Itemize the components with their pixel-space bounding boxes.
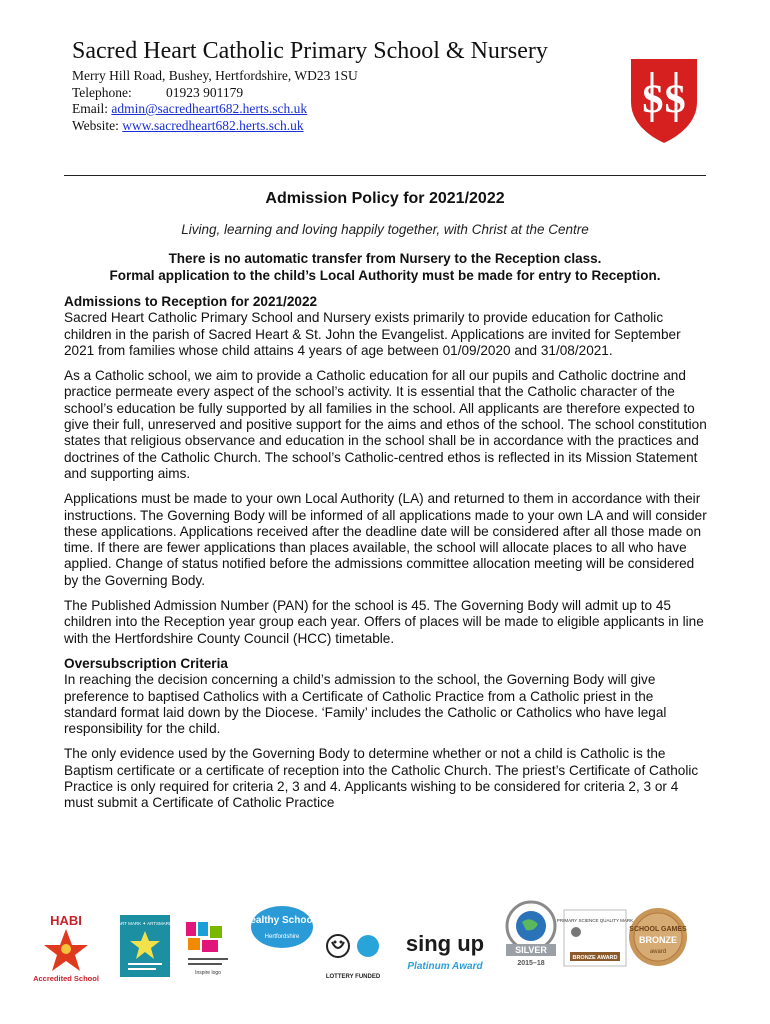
paragraph-applications: Applications must be made to your own Local Authority (LA) and returned to them in accordance with their instructions. The Governing Body will be informed of all applications made to your own LA and will consider these applications. Applications received after the deadline date will be considered after all those made on time. If there are fewer applications than places available, the school will allocate places to all who have applied. Change of status notified before the admissions committee allocation meeting will be considered by the Governing Body. <box>64 491 707 588</box>
healthy-schools-emblem-icon <box>243 905 321 955</box>
header-divider <box>64 175 706 176</box>
healthy-title: Healthy Schools <box>243 915 321 926</box>
healthy-sub: Hertfordshire <box>264 934 300 940</box>
habi-emblem-icon <box>30 905 102 985</box>
games-award: BRONZE <box>639 935 677 945</box>
habi-title: HABI <box>50 913 82 928</box>
address: Merry Hill Road, Bushey, Hertfordshire, WD23 1SU <box>72 68 358 83</box>
telephone-number: 01923 901179 <box>166 84 244 100</box>
website-label: Website: <box>72 117 119 133</box>
artsmark-logo <box>117 915 173 977</box>
website-row <box>72 118 358 135</box>
email-row <box>72 101 358 118</box>
crest-letters: SS <box>641 76 687 121</box>
lottery-caption: LOTTERY FUNDED <box>325 974 381 980</box>
policy-body-content <box>64 294 708 899</box>
policy-body <box>64 294 708 899</box>
geo-years: 2015–18 <box>517 960 545 967</box>
sing-up-emblem-icon <box>400 925 490 985</box>
lottery-emblem-icon <box>322 928 384 984</box>
singup-title: sing up <box>405 931 485 956</box>
school-motto: Living, learning and loving happily together, with Christ at the Centre <box>181 222 589 237</box>
inspire-caption: Inspire logo <box>195 970 221 976</box>
games-title: SCHOOL GAMES <box>629 926 687 933</box>
science-award: BRONZE AWARD <box>572 955 618 961</box>
paragraph-catholic-ethos: As a Catholic school, we aim to provide a Catholic education for all our pupils and Catholic doctrine and practice permeate every aspect of the school’s activity. It is essential that the Catholic character of the school’s education be fully supported by all families in the school. All applicants are therefore expected to give their full, unreserved and positive support for the aims and ethos of the school. The school constitution states that religious observance and education in the school shall be in accordance with the practices and doctrines of the Catholic Church. The school’s Catholic-centred ethos is reflected in its Mission Statement and supporting aims. <box>64 368 707 481</box>
habi-caption: Accredited School <box>33 974 99 983</box>
transfer-notice <box>0 250 770 284</box>
school-name: Sacred Heart Catholic Primary School & Nursery <box>72 38 548 64</box>
sing-up-logo <box>400 925 490 985</box>
school-games-emblem-icon <box>628 905 688 971</box>
school-games-logo <box>628 905 688 971</box>
contact-block <box>72 68 358 134</box>
paragraph-admissions: Sacred Heart Catholic Primary School and Nursery exists primarily to provide education for Catholic children in the parish of Sacred Heart & St. John the Evangelist. Applications are invited for September 2021 from families whose child attains 4 years of age between 01/09/2020 and 31/08/2021. <box>64 310 681 358</box>
lottery-logo <box>322 928 384 984</box>
telephone-row <box>72 85 358 102</box>
healthy-schools-logo <box>243 905 321 955</box>
email-link[interactable]: admin@sacredheart682.herts.sch.uk <box>111 101 308 116</box>
email-label: Email: <box>72 101 108 116</box>
paragraph-evidence: The only evidence used by the Governing Body to determine whether or not a child is Catholic is the Baptism certificate or a certificate of reception into the Catholic Church. The priest’s Certificate of Catholic Practice is only required for criteria 2, 3 and 4. Applicants wishing to be considered for criteria 2, 3 or 4 must submit a Certificate of Catholic Practice <box>64 746 699 811</box>
telephone-label: Telephone: <box>72 84 132 100</box>
oversubscription-heading: Oversubscription Criteria <box>64 655 228 671</box>
geography-mark-logo <box>500 900 562 970</box>
science-emblem-icon <box>556 908 634 968</box>
singup-sub: Platinum Award <box>407 961 483 972</box>
geo-silver: SILVER <box>515 945 547 955</box>
website-link[interactable]: www.sacredheart682.herts.sch.uk <box>122 117 304 133</box>
admissions-heading: Admissions to Reception for 2021/2022 <box>64 294 318 309</box>
artsmark-title: ART MARK ✦ ARTSMARK <box>117 921 173 926</box>
paragraph-pan: The Published Admission Number (PAN) for the school is 45. The Governing Body will admit up to 45 children into the Reception year group each year. Offers of places will be made to eligible applicants in line with the Hertfordshire County Council (HCC) timetable. <box>64 598 704 646</box>
page-title: Admission Policy for 2021/2022 <box>265 190 505 207</box>
science-caption: PRIMARY SCIENCE QUALITY MARK <box>556 918 634 923</box>
science-mark-logo <box>556 908 634 968</box>
notice-line-1: There is no automatic transfer from Nursery to the Reception class. <box>168 251 602 266</box>
paragraph-preference: In reaching the decision concerning a child’s admission to the school, the Governing Body will give preference to baptised Catholics with a Certificate of Catholic Practice from a Catholic priest in the standard format laid down by the Diocese. ‘Family’ includes the Catholic or Catholics who have legal responsibility for the child. <box>64 672 667 737</box>
inspire-emblem-icon <box>180 918 236 978</box>
school-crest-icon <box>626 54 702 146</box>
habi-logo <box>30 905 102 985</box>
accreditation-logos <box>0 900 770 1010</box>
geography-emblem-icon <box>500 900 562 970</box>
games-sub: award <box>649 949 667 955</box>
inspire-logo <box>180 918 236 978</box>
artsmark-emblem-icon <box>117 915 173 977</box>
notice-line-2: Formal application to the child’s Local Authority must be made for entry to Reception. <box>109 268 661 283</box>
